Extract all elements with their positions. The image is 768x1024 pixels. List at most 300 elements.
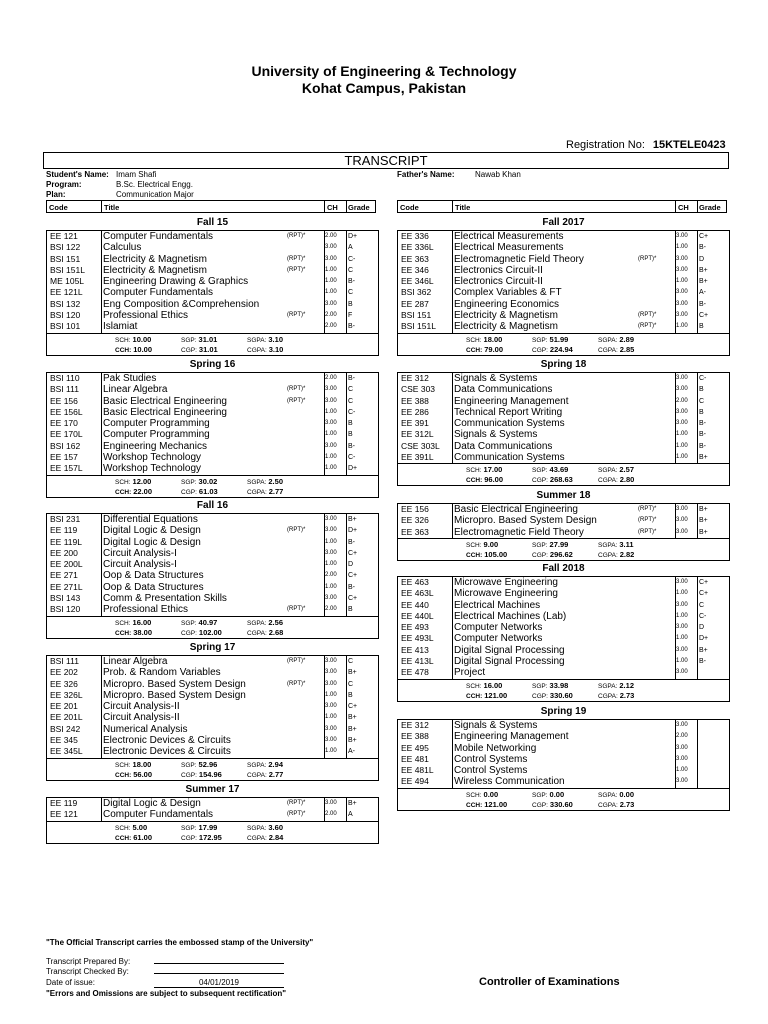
- course-code: EE 345: [50, 735, 78, 746]
- course-grade: C+: [348, 549, 358, 557]
- cgpa-label: CGPA:: [247, 488, 267, 496]
- cch-value: 61.00: [133, 832, 153, 842]
- credit-hours: 3.00: [676, 669, 688, 676]
- sch-label: SCH:: [115, 336, 131, 344]
- course-grade: C: [699, 601, 705, 609]
- course-grade: F: [348, 312, 353, 320]
- course-code: EE 413: [401, 644, 429, 655]
- cgp-value: 224.94: [549, 344, 573, 354]
- course-grade: C-: [348, 255, 356, 263]
- course-title: Numerical Analysis: [103, 723, 188, 735]
- credit-hours: 3.00: [676, 408, 688, 415]
- sgpa-label: SGPA:: [247, 619, 267, 627]
- sgp-label: SGP:: [532, 467, 548, 475]
- course-code: EE 312: [401, 373, 429, 383]
- course-code: EE 271: [50, 570, 78, 581]
- course-code: EE 413L: [401, 656, 434, 667]
- course-row: [398, 645, 729, 656]
- credit-hours: 1.00: [676, 767, 688, 774]
- course-row: [47, 441, 378, 452]
- credit-hours: 2.00: [325, 572, 337, 579]
- course-title: Electronics Circuit-II: [454, 264, 543, 276]
- cgp-label: CGP:: [532, 801, 548, 809]
- course-title: Linear Algebra: [103, 656, 168, 667]
- col-code: Code: [400, 203, 419, 212]
- sgpa-label: SGPA:: [598, 336, 618, 344]
- cgpa-label: CGPA:: [247, 834, 267, 842]
- cgpa-label: CGPA:: [247, 629, 267, 637]
- course-row: [47, 701, 378, 712]
- cgp-summary: [532, 691, 573, 700]
- course-title: Microwave Engineering: [454, 577, 558, 588]
- cgp-summary: [181, 345, 218, 354]
- semester-title: Summer 18: [536, 490, 591, 501]
- sgpa-summary: [598, 681, 634, 690]
- sch-label: SCH:: [115, 478, 131, 486]
- cch-label: CCH:: [466, 551, 483, 559]
- semester-summary: [398, 463, 729, 485]
- registration-value: 15KTELE0423: [652, 139, 726, 151]
- course-title: Electronic Devices & Circuits: [103, 735, 231, 747]
- course-title: Wireless Communication: [454, 776, 565, 788]
- course-grade: B+: [348, 714, 357, 722]
- repeat-marker: (RPT)*: [638, 323, 657, 330]
- course-row: [47, 724, 378, 735]
- sch-summary: [115, 823, 147, 832]
- course-row: [398, 588, 729, 599]
- course-code: EE 156L: [50, 406, 83, 417]
- course-code: BSI 120: [50, 604, 81, 615]
- semester-block: [397, 216, 730, 356]
- sgp-summary: [532, 465, 568, 474]
- credit-hours: 1.00: [325, 454, 337, 461]
- cgpa-label: CGPA:: [598, 346, 618, 354]
- semester-table: [397, 719, 730, 811]
- course-code: BSI 111: [50, 384, 79, 395]
- course-row: [47, 231, 378, 242]
- course-grade: C+: [348, 595, 358, 603]
- course-title: Microwave Engineering: [454, 588, 558, 600]
- course-row: [398, 776, 729, 787]
- semester-summary: [398, 679, 729, 701]
- course-grade: B+: [699, 646, 708, 654]
- course-grade: C: [348, 680, 354, 688]
- credit-hours: 3.00: [676, 778, 688, 785]
- course-title: Signals & Systems: [454, 429, 538, 441]
- cch-label: CCH:: [115, 771, 132, 779]
- course-row: [398, 396, 729, 407]
- course-grade: B-: [348, 323, 355, 331]
- cch-summary: [115, 833, 152, 842]
- cgp-label: CGP:: [532, 551, 548, 559]
- cgp-value: 268.63: [549, 475, 573, 485]
- course-title: Electrical Measurements: [454, 231, 564, 242]
- sgp-value: 43.69: [549, 465, 569, 475]
- sgp-summary: [181, 618, 217, 627]
- semester-block: [397, 489, 730, 561]
- course-title: Control Systems: [454, 765, 528, 777]
- credit-hours: 3.00: [325, 549, 337, 556]
- course-row: [47, 463, 378, 474]
- semester-table: [46, 513, 379, 639]
- course-grade: B+: [348, 669, 357, 677]
- course-grade: B+: [348, 800, 357, 807]
- university-name: University of Engineering & Technology: [251, 63, 517, 79]
- course-grade: D+: [348, 465, 358, 473]
- course-code: EE 363: [401, 253, 429, 264]
- course-grade: C-: [348, 408, 356, 416]
- course-grade: C-: [348, 454, 356, 462]
- course-code: EE 463L: [401, 588, 434, 599]
- course-title: Digital Logic & Design: [103, 536, 201, 548]
- course-grade: B+: [699, 278, 708, 286]
- semester-block: [397, 705, 730, 811]
- cgp-value: 31.01: [198, 344, 218, 354]
- credit-hours: 2.00: [325, 312, 337, 319]
- credit-hours: 3.00: [676, 506, 688, 512]
- course-grade: B-: [699, 244, 706, 252]
- course-title: Computer Fundamentals: [103, 287, 214, 299]
- course-row: [398, 600, 729, 611]
- sgpa-value: 2.94: [268, 759, 283, 769]
- sgpa-label: SGPA:: [247, 478, 267, 486]
- cgpa-value: 3.10: [268, 344, 284, 354]
- sch-summary: [115, 618, 151, 627]
- sch-summary: [466, 790, 498, 799]
- sch-value: 16.00: [483, 680, 503, 690]
- plan-row: [46, 190, 194, 199]
- credit-hours: 3.00: [325, 442, 337, 449]
- course-code: BSI 120: [50, 310, 81, 321]
- sgp-label: SGP:: [532, 541, 548, 549]
- course-row: [398, 527, 729, 538]
- cgp-summary: [532, 550, 573, 559]
- course-title: Data Communications: [454, 440, 553, 452]
- course-grade: B: [348, 300, 353, 308]
- course-row: [47, 373, 378, 384]
- cgpa-label: CGPA:: [247, 771, 267, 779]
- sgpa-summary: [247, 760, 283, 769]
- semester-title: Spring 18: [540, 359, 587, 370]
- semester-block: [46, 358, 379, 498]
- course-row: [47, 735, 378, 746]
- registration-number: [566, 139, 726, 151]
- cgpa-summary: [247, 487, 283, 496]
- credit-hours: 1.00: [325, 538, 337, 545]
- checked-by-line: [154, 966, 284, 974]
- course-grade: B: [348, 606, 353, 614]
- course-grade: A-: [699, 289, 706, 297]
- course-row: [47, 276, 378, 287]
- course-code: EE 346: [401, 264, 429, 275]
- course-row: [47, 582, 378, 593]
- course-row: [47, 604, 378, 615]
- cgpa-label: CGPA:: [247, 346, 267, 354]
- course-grade: B: [699, 408, 704, 416]
- cgp-label: CGP:: [181, 834, 197, 842]
- checked-by-label: Transcript Checked By:: [46, 967, 129, 976]
- course-code: EE 312L: [401, 429, 434, 440]
- sgp-value: 40.97: [198, 617, 218, 627]
- course-code: BSI 151: [401, 310, 432, 321]
- credit-hours: 3.00: [676, 233, 688, 239]
- course-row: [398, 515, 729, 526]
- credit-hours: 2.00: [676, 733, 688, 740]
- credit-hours: 2.00: [325, 606, 337, 613]
- sch-value: 9.00: [483, 539, 499, 549]
- course-title: Oop & Data Structures: [103, 581, 204, 593]
- issue-date-value: 04/01/2019: [154, 978, 284, 988]
- repeat-marker: (RPT)*: [638, 528, 657, 535]
- credit-hours: 3.00: [676, 255, 688, 262]
- credit-hours: 1.00: [325, 561, 337, 568]
- father-name-label: Father's Name:: [397, 170, 455, 179]
- course-row: [47, 712, 378, 723]
- credit-hours: 1.00: [676, 612, 688, 619]
- course-title: Engineering Management: [454, 731, 569, 743]
- sgpa-summary: [247, 335, 283, 344]
- credit-hours: 1.00: [325, 266, 337, 273]
- repeat-marker: (RPT)*: [287, 312, 306, 319]
- sgp-summary: [181, 477, 217, 486]
- sgp-summary: [532, 540, 568, 549]
- course-grade: C: [348, 289, 354, 297]
- course-code: BSI 151: [50, 253, 81, 264]
- sgp-label: SGP:: [181, 761, 197, 769]
- cch-value: 38.00: [133, 627, 153, 637]
- credit-hours: 3.00: [676, 386, 688, 393]
- course-row: [47, 452, 378, 463]
- course-row: [47, 321, 378, 332]
- student-name-row: [46, 170, 156, 179]
- sgp-summary: [532, 335, 568, 344]
- course-code: EE 271L: [50, 581, 83, 592]
- sgpa-value: 0.00: [619, 789, 634, 799]
- course-row: [47, 537, 378, 548]
- course-grade: C: [348, 397, 354, 405]
- course-row: [398, 611, 729, 622]
- course-code: EE 119: [50, 525, 78, 536]
- course-code: EE 326: [401, 515, 429, 526]
- course-row: [47, 514, 378, 525]
- prepared-by-line: [154, 956, 284, 964]
- cch-value: 10.00: [133, 344, 153, 354]
- credit-hours: 1.00: [676, 658, 688, 665]
- col-grade: Grade: [699, 203, 721, 212]
- course-title: Workshop Technology: [103, 463, 202, 475]
- cgp-label: CGP:: [181, 771, 197, 779]
- course-title: Engineering Management: [454, 395, 569, 407]
- course-grade: C: [348, 658, 354, 665]
- campus-name: Kohat Campus, Pakistan: [301, 80, 467, 96]
- course-code: EE 312: [401, 720, 429, 730]
- cgp-summary: [181, 833, 222, 842]
- credit-hours: 3.00: [325, 680, 337, 687]
- course-grade: B-: [699, 300, 706, 308]
- semester-table: [46, 655, 379, 781]
- sch-value: 12.00: [132, 476, 152, 486]
- semester-title: Fall 2018: [542, 563, 585, 574]
- course-grade: A-: [348, 748, 355, 756]
- course-grade: B: [699, 386, 704, 394]
- program-value: B.Sc. Electrical Engg.: [116, 180, 193, 189]
- sgpa-summary: [598, 540, 634, 549]
- cgpa-value: 2.73: [619, 690, 635, 700]
- course-title: Eng Composition &Comprehension: [103, 298, 260, 310]
- sgpa-value: 2.89: [619, 334, 634, 344]
- repeat-marker: (RPT)*: [638, 517, 657, 524]
- sch-summary: [466, 540, 498, 549]
- course-code: EE 391: [401, 418, 429, 429]
- credit-hours: 2.00: [325, 323, 337, 330]
- cch-label: CCH:: [115, 488, 132, 496]
- course-title: Professional Ethics: [103, 604, 189, 616]
- course-code: EE 200L: [50, 559, 83, 570]
- course-row: [47, 525, 378, 536]
- sch-value: 16.00: [132, 617, 152, 627]
- semester-title: Fall 16: [196, 500, 229, 511]
- course-row: [398, 429, 729, 440]
- course-code: EE 463: [401, 577, 429, 587]
- cgp-summary: [532, 475, 573, 484]
- course-code: EE 336L: [401, 242, 434, 253]
- sgp-value: 52.96: [198, 759, 218, 769]
- sgp-label: SGP:: [532, 682, 548, 690]
- repeat-marker: (RPT)*: [287, 266, 306, 273]
- column-header-right: [397, 200, 727, 213]
- sch-label: SCH:: [466, 791, 482, 799]
- course-grade: A: [348, 244, 353, 252]
- course-row: [398, 265, 729, 276]
- cch-value: 56.00: [133, 769, 153, 779]
- course-row: [398, 407, 729, 418]
- credit-hours: 1.00: [325, 583, 337, 590]
- sch-label: SCH:: [466, 682, 482, 690]
- cgp-value: 172.95: [198, 832, 222, 842]
- credit-hours: 3.00: [325, 658, 337, 664]
- semester-block: [46, 783, 379, 844]
- course-grade: D: [699, 255, 705, 263]
- course-row: [398, 622, 729, 633]
- credit-hours: 3.00: [325, 255, 337, 262]
- course-title: Workshop Technology: [103, 452, 202, 464]
- cgp-value: 330.60: [549, 799, 573, 809]
- semester-table: [397, 230, 730, 356]
- sgp-value: 31.01: [198, 334, 218, 344]
- course-row: [47, 548, 378, 559]
- cgpa-value: 2.84: [268, 832, 284, 842]
- sgp-value: 33.98: [549, 680, 569, 690]
- credit-hours: 3.00: [676, 722, 688, 728]
- semester-table: [397, 503, 730, 561]
- course-title: Engineering Mechanics: [103, 440, 207, 452]
- cgpa-label: CGPA:: [598, 551, 618, 559]
- credit-hours: 3.00: [325, 386, 337, 393]
- cch-label: CCH:: [466, 692, 483, 700]
- cgpa-value: 2.80: [619, 475, 635, 485]
- sch-summary: [466, 465, 502, 474]
- credit-hours: 3.00: [676, 744, 688, 751]
- program-label: Program:: [46, 180, 82, 189]
- course-row: [47, 593, 378, 604]
- credit-hours: 1.00: [676, 635, 688, 642]
- course-title: Basic Electrical Engineering: [454, 504, 578, 515]
- course-title: Differential Equations: [103, 514, 198, 525]
- course-grade: C+: [699, 579, 709, 586]
- cgpa-summary: [247, 833, 283, 842]
- semester-summary: [47, 821, 378, 843]
- course-title: Computer Fundamentals: [103, 809, 214, 821]
- course-row: [47, 407, 378, 418]
- repeat-marker: (RPT)*: [287, 233, 306, 239]
- course-title: Complex Variables & FT: [454, 287, 562, 299]
- credit-hours: 1.00: [676, 431, 688, 438]
- cch-value: 96.00: [484, 475, 504, 485]
- course-code: BSI 242: [50, 723, 81, 734]
- course-grade: C+: [699, 312, 709, 320]
- course-title: Electronic Devices & Circuits: [103, 746, 231, 758]
- sgpa-label: SGPA:: [598, 682, 618, 690]
- course-title: Micropro. Based System Design: [103, 678, 246, 690]
- course-title: Micropro. Based System Design: [103, 689, 246, 701]
- sgp-summary: [181, 823, 217, 832]
- credit-hours: 3.00: [676, 266, 688, 273]
- course-title: Electricity & Magnetism: [454, 321, 558, 333]
- semester-title: Spring 17: [189, 642, 236, 653]
- col-grade: Grade: [348, 203, 370, 212]
- course-row: [47, 798, 378, 809]
- course-title: Basic Electrical Engineering: [103, 406, 227, 418]
- course-title: Electromagnetic Field Theory: [454, 526, 584, 538]
- course-code: EE 481: [401, 753, 429, 764]
- course-row: [47, 287, 378, 298]
- course-row: [398, 418, 729, 429]
- semester-title: Summer 17: [185, 784, 240, 795]
- sgp-value: 17.99: [198, 822, 218, 832]
- course-code: EE 286: [401, 406, 429, 417]
- credit-hours: 2.00: [325, 233, 337, 239]
- course-grade: B-: [699, 420, 706, 428]
- plan-value: Communication Major: [116, 190, 194, 199]
- cgpa-value: 2.82: [619, 549, 635, 559]
- sgpa-value: 2.57: [619, 465, 634, 475]
- course-grade: B-: [348, 278, 355, 286]
- credit-hours: 3.00: [325, 800, 337, 806]
- course-grade: D+: [699, 635, 709, 643]
- course-code: EE 495: [401, 742, 429, 753]
- course-title: Communication Systems: [454, 452, 565, 464]
- credit-hours: 3.00: [325, 527, 337, 534]
- course-code: EE 326L: [50, 689, 83, 700]
- sgp-label: SGP:: [181, 619, 197, 627]
- sch-summary: [466, 681, 502, 690]
- course-grade: B+: [348, 516, 357, 523]
- course-title: Electricity & Magnetism: [454, 310, 558, 322]
- sch-label: SCH:: [466, 467, 482, 475]
- credit-hours: 3.00: [676, 300, 688, 307]
- course-grade: B-: [348, 538, 355, 546]
- sgpa-label: SGPA:: [598, 541, 618, 549]
- credit-hours: 3.00: [325, 300, 337, 307]
- course-code: EE 200: [50, 547, 78, 558]
- semester-table: [397, 372, 730, 486]
- course-grade: D: [699, 624, 705, 632]
- col-title: Title: [455, 203, 471, 212]
- cgp-value: 154.96: [198, 769, 222, 779]
- semester-title: Fall 2017: [542, 217, 585, 228]
- credit-hours: 3.00: [325, 669, 337, 676]
- father-name-row: [397, 170, 521, 179]
